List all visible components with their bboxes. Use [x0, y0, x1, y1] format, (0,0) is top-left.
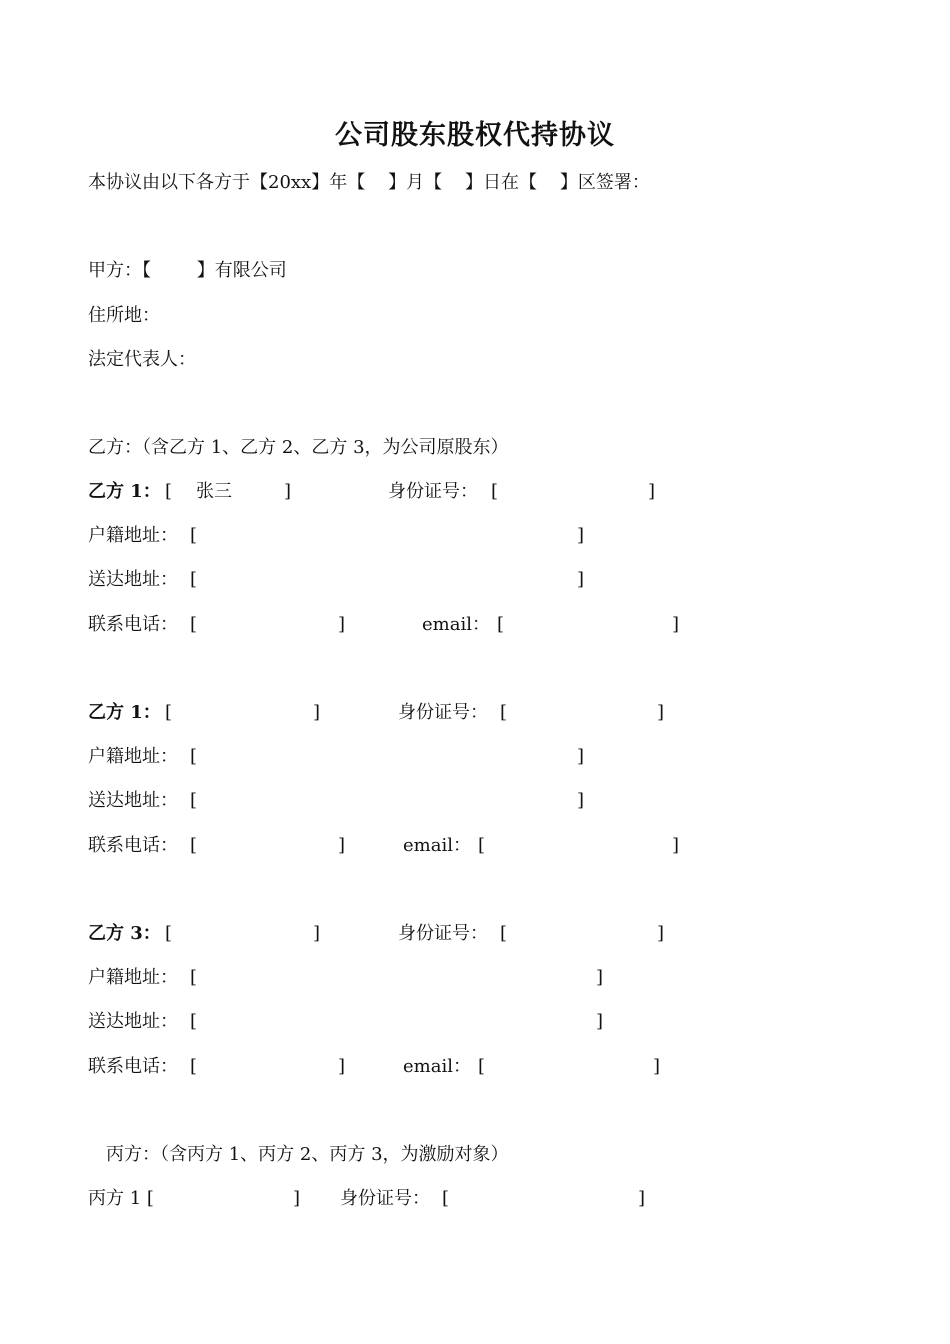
b3-phone-close: ] — [338, 1056, 346, 1077]
b1-phone-close: ] — [338, 614, 346, 635]
b1-email-open: [ — [497, 614, 505, 635]
b3-name-open: [ — [165, 923, 173, 944]
b1-id-label: 身份证号： — [388, 481, 478, 502]
party-b-header: 乙方：（含乙方 1、乙方 2、乙方 3，为公司原股东） — [88, 437, 509, 458]
b1-name-value[interactable]: 张三 — [196, 481, 232, 502]
b1-hukou-close: ] — [577, 525, 585, 546]
party-a-name: 甲方：【 】有限公司 — [88, 260, 287, 281]
b3-email-label: email： — [403, 1056, 471, 1077]
b2-delivery-close: ] — [577, 790, 585, 811]
b1-hukou-label: 户籍地址： — [88, 525, 178, 546]
b3-id-label: 身份证号： — [398, 923, 488, 944]
party-c-header: 丙方：（含丙方 1、丙方 2、丙方 3，为激励对象） — [106, 1144, 509, 1165]
b2-id-label: 身份证号： — [398, 702, 488, 723]
c1-id-close: ] — [638, 1188, 646, 1209]
b3-delivery-close: ] — [596, 1011, 604, 1032]
b1-delivery-open: [ — [190, 569, 198, 590]
b2-id-close: ] — [657, 702, 665, 723]
b2-delivery-open: [ — [190, 790, 198, 811]
party-a-address-label: 住所地： — [88, 305, 160, 326]
b3-email-open: [ — [478, 1056, 486, 1077]
b2-hukou-close: ] — [577, 746, 585, 767]
intro-line: 本协议由以下各方于【20xx】年【 】月【 】日在【 】区签署： — [88, 172, 650, 193]
b2-name-close: ] — [313, 702, 321, 723]
b1-name-label: 乙方 1： — [88, 481, 161, 502]
b2-hukou-open: [ — [190, 746, 198, 767]
b2-id-open: [ — [500, 702, 508, 723]
c1-id-label: 身份证号： — [340, 1188, 430, 1209]
b1-delivery-close: ] — [577, 569, 585, 590]
b3-phone-open: [ — [190, 1056, 198, 1077]
b2-name-label: 乙方 1： — [88, 702, 161, 723]
b3-delivery-open: [ — [190, 1011, 198, 1032]
b3-id-open: [ — [500, 923, 508, 944]
b3-hukou-label: 户籍地址： — [88, 967, 178, 988]
b1-hukou-open: [ — [190, 525, 198, 546]
b2-email-close: ] — [672, 835, 680, 856]
c1-name-label: 丙方 1 [ — [88, 1188, 154, 1209]
b3-hukou-open: [ — [190, 967, 198, 988]
b2-delivery-label: 送达地址： — [88, 790, 178, 811]
b1-delivery-label: 送达地址： — [88, 569, 178, 590]
b2-phone-open: [ — [190, 835, 198, 856]
c1-id-open: [ — [442, 1188, 450, 1209]
b3-name-label: 乙方 3： — [88, 923, 161, 944]
b1-name-close: ] — [284, 481, 292, 502]
page-title: 公司股东股权代持协议 — [335, 120, 615, 151]
b3-delivery-label: 送达地址： — [88, 1011, 178, 1032]
b2-hukou-label: 户籍地址： — [88, 746, 178, 767]
b1-phone-label: 联系电话： — [88, 614, 178, 635]
b1-id-open: [ — [491, 481, 499, 502]
b1-phone-open: [ — [190, 614, 198, 635]
b3-email-close: ] — [653, 1056, 661, 1077]
b2-phone-close: ] — [338, 835, 346, 856]
b2-phone-label: 联系电话： — [88, 835, 178, 856]
b2-name-open: [ — [165, 702, 173, 723]
b1-email-close: ] — [672, 614, 680, 635]
b3-phone-label: 联系电话： — [88, 1056, 178, 1077]
c1-name-close: ] — [293, 1188, 301, 1209]
b1-name-open: [ — [165, 481, 173, 502]
party-a-rep-label: 法定代表人： — [88, 349, 196, 370]
b2-email-label: email： — [403, 835, 471, 856]
b3-id-close: ] — [657, 923, 665, 944]
b2-email-open: [ — [478, 835, 486, 856]
b3-hukou-close: ] — [596, 967, 604, 988]
b1-id-close: ] — [648, 481, 656, 502]
b1-email-label: email： — [422, 614, 490, 635]
b3-name-close: ] — [313, 923, 321, 944]
